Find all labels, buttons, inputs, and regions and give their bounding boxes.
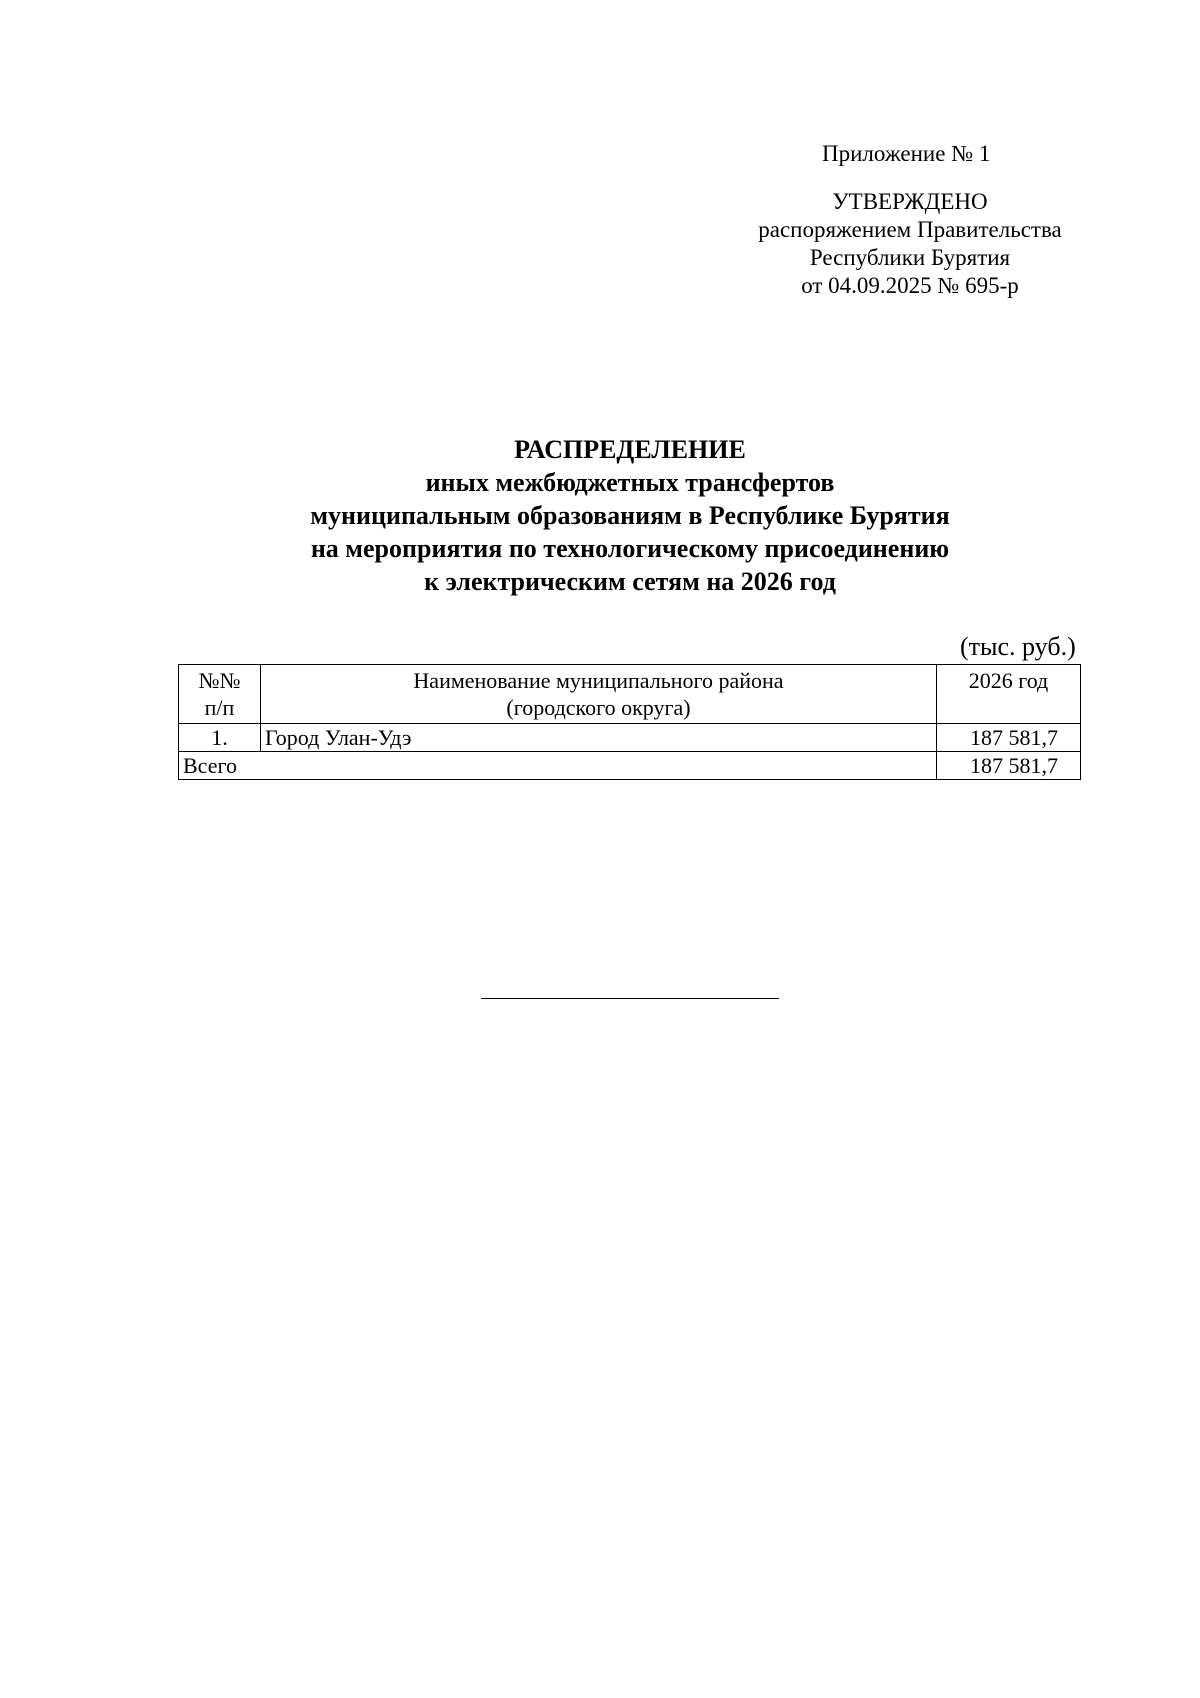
header-number	[179, 665, 261, 724]
table-total-row	[179, 752, 1081, 780]
units-label: (тыс. руб.)	[960, 632, 1076, 661]
total-label: Всего	[179, 752, 937, 780]
approval-stamp	[740, 188, 1080, 300]
header-name-line-1: Наименование муниципального района	[413, 668, 784, 693]
approval-line-1: распоряжением Правительства	[758, 217, 1062, 242]
title-line-4: на мероприятия по технологическому присоединению	[310, 534, 950, 563]
header-name	[261, 665, 937, 724]
header-name-line-2: (городского округа)	[506, 695, 691, 720]
title-line-1: РАСПРЕДЕЛЕНИЕ	[514, 435, 746, 464]
annex-label: Приложение № 1	[822, 141, 991, 166]
header-number-line-2: п/п	[204, 695, 235, 720]
row-value: 187 581,7	[937, 724, 1081, 752]
title-line-3: муниципальным образованиям в Республике Бурятия	[310, 501, 950, 530]
row-name: Город Улан-Удэ	[261, 724, 937, 752]
document-title	[180, 433, 1080, 598]
title-line-2: иных межбюджетных трансфертов	[425, 468, 835, 497]
title-line-5: к электрическим сетям на 2026 год	[424, 567, 836, 596]
header-number-line-1: №№	[198, 668, 241, 693]
closing-line	[481, 998, 779, 999]
approval-line-3: от 04.09.2025 № 695-р	[801, 273, 1019, 298]
approved-label: УТВЕРЖДЕНО	[832, 189, 988, 214]
row-number: 1.	[179, 724, 261, 752]
table-row	[179, 724, 1081, 752]
approval-line-2: Республики Бурятия	[809, 245, 1011, 270]
table-header-row	[179, 665, 1081, 724]
header-year: 2026 год	[937, 665, 1081, 724]
distribution-table	[178, 664, 1081, 780]
total-value: 187 581,7	[937, 752, 1081, 780]
